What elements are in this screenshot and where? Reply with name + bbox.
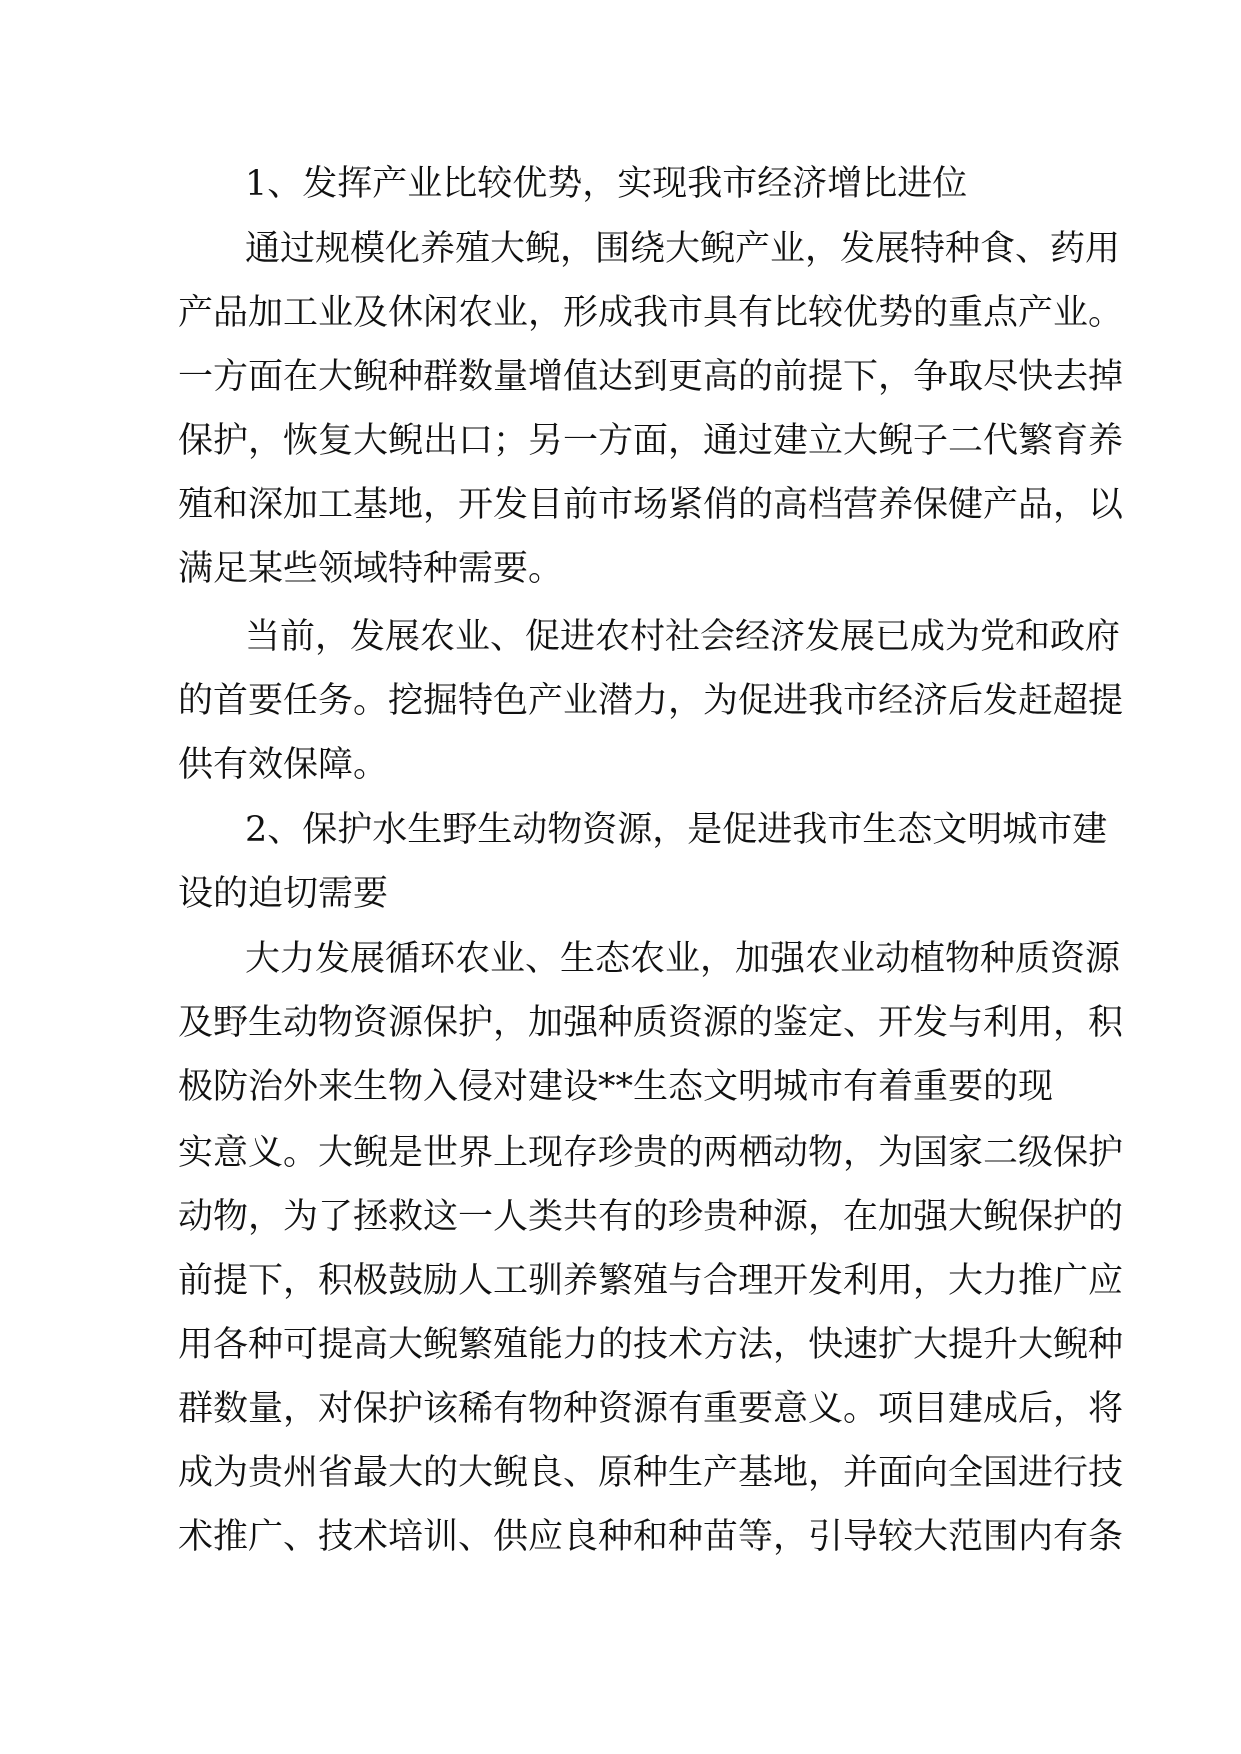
paragraph-line: 一方面在大鲵种群数量增值达到更高的前提下，争取尽快去掉 <box>178 357 1124 397</box>
paragraph-line: 大力发展循环农业、生态农业，加强农业动植物种质资源 <box>245 939 1121 979</box>
paragraph-line: 成为贵州省最大的大鲵良、原种生产基地，并面向全国进行技 <box>178 1453 1124 1493</box>
paragraph-line: 通过规模化养殖大鲵，围绕大鲵产业，发展特种食、药用 <box>245 229 1121 269</box>
paragraph-line: 实意义。大鲵是世界上现存珍贵的两栖动物，为国家二级保护 <box>178 1133 1124 1173</box>
paragraph-line: 用各种可提高大鲵繁殖能力的技术方法，快速扩大提升大鲵种 <box>178 1325 1124 1365</box>
paragraph-line: 及野生动物资源保护，加强种质资源的鉴定、开发与利用，积 <box>178 1003 1124 1043</box>
paragraph-line: 术推广、技术培训、供应良种和种苗等，引导较大范围内有条 <box>178 1517 1124 1557</box>
paragraph-line: 产品加工业及休闲农业，形成我市具有比较优势的重点产业。 <box>178 293 1124 333</box>
paragraph-line: 保护，恢复大鲵出口；另一方面，通过建立大鲵子二代繁育养 <box>178 421 1124 461</box>
paragraph-line: 当前，发展农业、促进农村社会经济发展已成为党和政府 <box>245 617 1121 657</box>
paragraph-line: 的首要任务。挖掘特色产业潜力，为促进我市经济后发赶超提 <box>178 681 1124 721</box>
heading-2: 2、保护水生野生动物资源，是促进我市生态文明城市建 <box>245 810 1108 850</box>
heading-2-continued: 设的迫切需要 <box>178 874 389 914</box>
paragraph-line: 动物，为了拯救这一人类共有的珍贵种源，在加强大鲵保护的 <box>178 1197 1124 1237</box>
paragraph-line: 极防治外来生物入侵对建设**生态文明城市有着重要的现 <box>178 1067 1054 1107</box>
heading-1: 1、发挥产业比较优势，实现我市经济增比进位 <box>245 164 968 204</box>
paragraph-line: 满足某些领域特种需要。 <box>178 549 564 589</box>
paragraph-line: 殖和深加工基地，开发目前市场紧俏的高档营养保健产品，以 <box>178 485 1124 525</box>
paragraph-line: 前提下，积极鼓励人工驯养繁殖与合理开发利用，大力推广应 <box>178 1261 1124 1301</box>
paragraph-line: 群数量，对保护该稀有物种资源有重要意义。项目建成后，将 <box>178 1389 1124 1429</box>
paragraph-line: 供有效保障。 <box>178 745 389 785</box>
